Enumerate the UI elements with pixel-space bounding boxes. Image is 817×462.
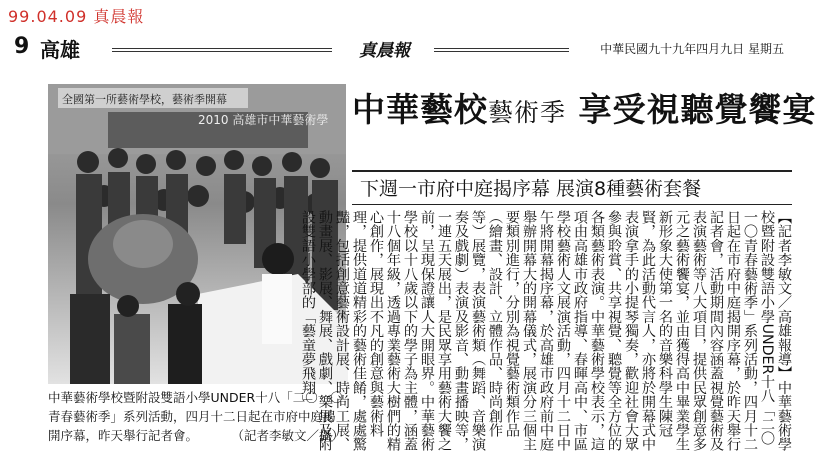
photo-school-sign: 2010 高雄市中華藝術學	[198, 113, 329, 127]
clip-date-label: 99.04.09 真晨報	[8, 7, 145, 26]
header-rule-left	[112, 48, 332, 52]
issue-date: 中華民國九十九年四月九日 星期五	[600, 42, 784, 56]
headline-school: 中華藝校	[352, 90, 488, 129]
headline-rule	[352, 170, 792, 172]
section-name: 高雄	[40, 38, 80, 62]
article-subheadline: 下週一市府中庭揭序幕 展演8種藝術套餐	[360, 178, 702, 200]
newspaper-header	[14, 34, 790, 60]
masthead: 真晨報	[359, 41, 410, 61]
photo-caption	[48, 388, 346, 445]
headline-tagline: 享受視聽覺饗宴	[578, 90, 817, 129]
caption-text: 中華藝術學校暨附設雙語小學UNDER十八「二〇一〇青春藝術季」系列活動，四月十二日起在市府中庭揭開序幕，昨天舉行記者會。	[48, 390, 343, 443]
subheadline-rule	[352, 204, 792, 205]
article-body: 【記者李敏文／高雄報導】中華藝術學校暨附設雙語小學UNDER十八「二〇一〇青春藝術季」系列活動，四月十二日起在市府中庭揭開序幕，於昨天舉行記者會，活動期間內容涵蓋視覺藝術及表演藝術等八大項目，提供民眾創意多元之藝術饗宴，並由獲得高中畢業學生新形象大使第一名的音樂科學生陳冠賢，為此活動代言人，亦將於開幕式中表演拿手的小提琴獨奏，歡迎社會大眾參與聆賞、共享視覺、聽覺等全方位的各類藝術表演。中華藝術學校表示，這項由高雄市政府指導、春暉高中、市區學校藝術人文展演活動，四月十二日中午將開幕揭序幕，於高雄市政府前中庭舉辦開幕大的開幕儀式，展演分三個主要類別進行，分別為視覺藝術類作品（繪畫、設計、立體作品、時尚創作等）展覽，表演藝術類（舞蹈、音樂演奏及戲劇）表演及影音、動畫播映等，一連五天展出，是民眾享用藝術大饗之前，呈現保證讓人大開眼界。中華藝術學校以十八歲以下的學子為主體，涵蓋十八個年級，透過專業藝術大樹們的精心創作，展現出不凡的創意與藝術料理，提供道道精彩的藝術佳餚，處處驚豔，包括創意藝術設計展、時尚工展、動畫展、影展、舞展、戲劇、樂展及附設雙語小學部的「藝童夢飛翔」	[300, 210, 792, 452]
header-rule-right	[434, 48, 569, 52]
headline-festival: 藝術季	[488, 98, 567, 127]
photo-banner-text: 全國第一所藝術學校，藝術季開幕	[62, 93, 227, 106]
photo-credit: （記者李敏文／攝）	[231, 428, 344, 443]
article-headline	[352, 84, 817, 131]
page-number: 9	[14, 34, 30, 59]
